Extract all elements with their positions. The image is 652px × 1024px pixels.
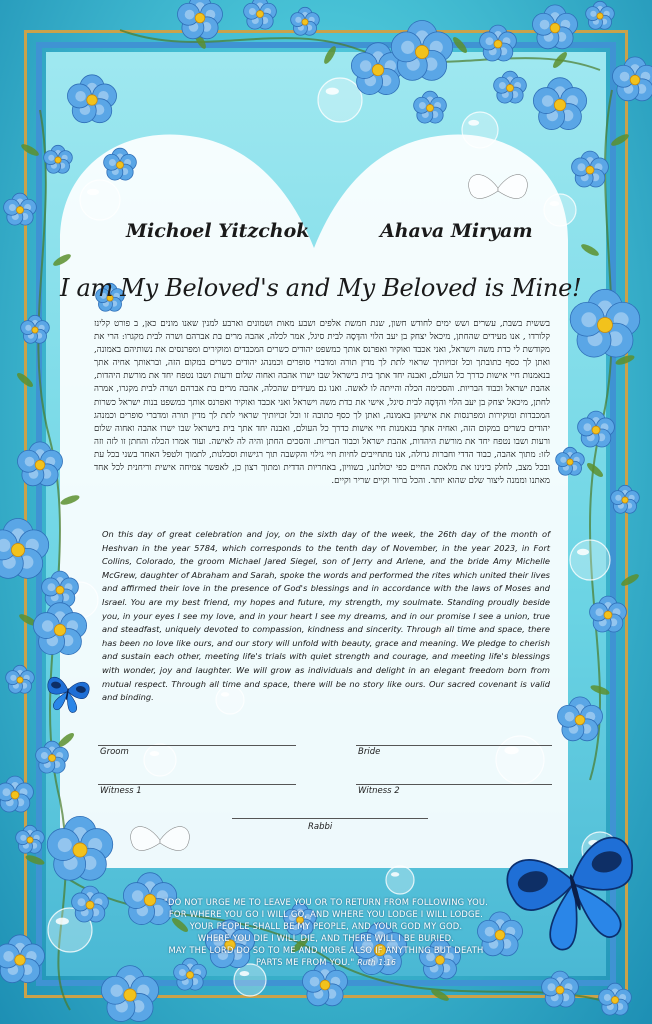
bride-hebrew-name: Ahava Miryam [380,220,533,242]
leaf [620,572,641,588]
leaf [15,371,35,389]
verse-last-line [110,956,542,969]
forget-me-not-flower [556,447,585,475]
forget-me-not-flower [177,0,222,39]
verse-line: "DO NOT URGE ME TO LEAVE YOU OR TO RETURN FROM FOLLOWING YOU. [163,897,489,907]
english-text: On this day of great celebration and joy, on the sixth day of the week, the 26th day of the month of Heshvan in the year 5784, which corresponds to the tenth day of November, in the year 2023, in Fort Collins, Colorado, the groom Michael Jared Siegel, son of Jerry and Arlene, and the bride Amy Michelle McGrew, daughter of Abraham and Sarah, spoke the words and performed the rites which united their lives and affirmed their love in the presence of God's blessings and in accordance with the laws of Moses and Israel. You are my best friend, my hopes and future, my strength, my soulmate. Standing proudly beside you, in your eyes I see my love, and in your heart I see my dreams, and in our promise I see a union, true and steadfast, uniquely devoted to compassion, kindness and sincerity. Through all time and space, there has been no love like ours, and our story will unfold with beauty, grace and meaning. We pledge to cherish and sustain each other, meeting life's trials with quiet strength and courage, and meeting life's blessings with wonder, joy and laughter. We will grow as individuals and delight in an elegant freedom born from mutual respect. Through all time and space, there will be no story like ours. Our sacred covenant is valid and binding. [102,529,550,703]
forget-me-not-flower [533,78,586,130]
forget-me-not-flower [0,776,33,812]
forget-me-not-flower [0,519,49,579]
glass-bubble [462,112,498,148]
witness1-signature-label: Witness 1 [100,786,142,796]
leaf [59,493,80,506]
verse-line: MAY THE LORD DO SO TO ME AND MORE ALSO IF ANYTHING BUT DEATH [168,945,484,955]
forget-me-not-flower [21,315,50,343]
forget-me-not-flower [72,886,109,922]
rabbi-signature-line [232,818,428,819]
witness2-signature-line [356,784,552,785]
forget-me-not-flower [36,741,69,773]
witness2-signature-label: Witness 2 [358,786,400,796]
bride-signature-label: Bride [358,747,381,757]
ketubah-title: I am My Beloved's and My Beloved is Mine! [60,274,582,302]
bride-signature-line [356,745,552,746]
pale-butterfly [131,827,190,851]
leaf [24,853,45,866]
forget-me-not-flower [4,193,37,225]
forget-me-not-flower [104,148,137,180]
forget-me-not-flower [0,935,45,983]
forget-me-not-flower [494,71,527,103]
leaf [451,35,469,55]
verse-line: WHERE YOU DIE I WILL DIE, AND THERE WILL I BE BURIED. [197,933,455,943]
leaf [20,142,41,158]
forget-me-not-flower [557,697,602,741]
leaf [585,461,605,479]
forget-me-not-flower [532,5,577,49]
rabbi-signature-label: Rabbi [308,822,333,832]
forget-me-not-flower [414,91,447,123]
verse-line: PARTS ME FROM YOU." [255,957,355,967]
forget-me-not-flower [47,816,112,880]
glass-bubble [386,866,414,894]
verse-line: FOR WHERE YOU GO I WILL GO, AND WHERE YOU LODGE I WILL LODGE. [168,909,484,919]
forget-me-not-flower [67,75,116,123]
forget-me-not-flower [16,825,45,853]
forget-me-not-flower [599,983,632,1015]
glass-bubble [144,744,176,776]
groom-signature-label: Groom [100,747,129,757]
forget-me-not-flower [542,971,579,1007]
pale-butterfly [469,175,528,199]
forget-me-not-flower [391,21,452,81]
verse-reference: Ruth 1:16 [357,958,397,967]
forget-me-not-flower [590,596,627,632]
glass-bubble [544,194,576,226]
verse-line: YOUR PEOPLE SHALL BE MY PEOPLE, AND YOUR GOD MY GOD. [189,921,463,931]
leaf [580,242,601,258]
leaf [52,252,73,268]
forget-me-not-flower [572,151,609,187]
glass-bubble [496,736,544,784]
glass-bubble [570,540,610,580]
forget-me-not-flower [17,442,62,486]
forget-me-not-flower [101,966,158,1022]
glass-bubble [318,78,362,122]
forget-me-not-flower [244,0,277,29]
forget-me-not-flower [42,571,79,607]
forget-me-not-flower [6,665,35,693]
ruth-verse [110,896,542,969]
forget-me-not-flower [586,1,615,29]
groom-signature-line [98,745,296,746]
groom-hebrew-name: Michoel Yitzchok [126,220,310,242]
forget-me-not-flower [578,411,615,447]
leaf [322,45,338,66]
forget-me-not-flower [612,57,652,101]
glass-bubble [80,180,120,220]
hebrew-text: בששית בשבת, עשרים ושש ימים לחודש חשון, שנת חמשת אלפים ושבע מאות ושמונים וארבע למנין שאנו מונים כאן, ב פורט קלינז קלורדו , אנו מעידים שהחתן, מיכאל יצחק בן יעב הלוי והדָּסָה לבית סיגל, אמר לכלה, אהבה מרים בת אברהם ושרה לבית מקגרו: הרי את מקודשת לי כדת משה וישראל, ואני אכבד ואוקיר ואפרנס אותך כמשפט יהודים כשרים המכבדים ומוקירים ומפרנסים את נשותיהם באמונה, ואתן לך כסף כתובתך וכל זכויותיך שראוי לתת לך מדין תורה ומדברי סופרים וכמנהג יהודים כשרים במקום הזה, ובראותך אחיה אתך בנאמנות חיי אישות כדרך כל העולם, ואבנה יחד אתך בית בישראל שבו ישרו אהבה ואחוה שלום ורעות ושבו נטפח יחד את מורשת היהדות, אהבת ישראל וכבוד הבריות. והסכימה הכלה והייתה לו לאשה. ואנו גם מעידים שהכלה, אהבה מרים בת אברהם ושרה לבית מקגרו, אמרה לחתן, מיכאל יצחק בן יעב הלוי והדָּסָה לבית סיגל, אישי את כדת משה וישראל ואני אכבד ואוקיר ואפרנס אותך כמשפט בנות ישראל כשרות המכבדות ומוקירות ומפרנסות את אישיהן באמונה, ואתן לך כסף כתובה זו וכל זכויותיך שראוי לתת לך מדין תורה ומדברי סופרים וכמנהג יהודים כשרים במקום הזה, ואחיה אתך בנאמנות חיי אישות כדרך כל העולם, ואבנה יחד אתך בית בישראל שבו ישרו אהבה ואחוה שלום ורעות ושבו נטפח יחד את מורשת היהדות, אהבת ישראל וכבוד הבריות. והסכים החתן והיה לה לאישה. ועוד אמרו הכלה והחתן זו לזה וזה לזו: מתוך אהבה, כבוד הדדי וחברות גדולה, אנו מתחייבים לחיות חיי גילוי והקשבה תוך רגישות וסבלנות, לתמוך ולטפל האחד בשני בכל עת ובכל מצב, לחלק בינינו את מלאכת החיים כפי יכולתנו, בשוויון, באחריות הדדית ומתוך רצון כן, לאפשר צמיחה אישית וריחנית לכל אחד מאתנו וממנה ליצור שלם שהוא יותר. והכל ברור וקיים שריר וקיים. [94,319,550,487]
leaf [610,132,631,148]
forget-me-not-flower [44,145,73,173]
witness1-signature-line [98,784,296,785]
forget-me-not-flower [291,7,320,35]
forget-me-not-flower [480,25,517,61]
forget-me-not-flower [611,485,640,513]
